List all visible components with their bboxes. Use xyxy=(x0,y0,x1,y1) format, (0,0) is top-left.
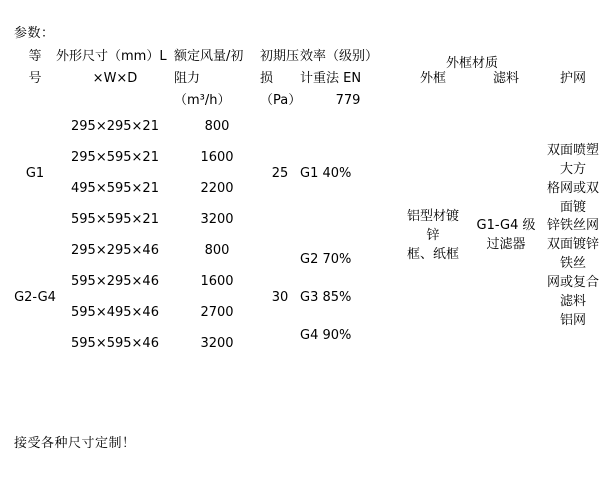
header-pressure-line1: 初期压 xyxy=(260,49,300,64)
guard-material-line-3: 格网或双 xyxy=(546,180,599,196)
header-grade-line2: 号 xyxy=(28,71,42,87)
table-row xyxy=(14,112,604,143)
header-spacer-7 xyxy=(470,90,542,112)
header-flow-line1: 额定风量/初 xyxy=(174,49,244,64)
guard-material-line-4: 面镀 xyxy=(559,199,586,215)
guard-material-line-8: 网或复合 xyxy=(546,274,599,290)
header-efficiency-line2: 计重法 EN xyxy=(300,71,362,87)
flow-value: 3200 xyxy=(200,336,234,352)
frame-material-line-3: 框、纸框 xyxy=(406,246,459,262)
material-group-header: 外框材质 xyxy=(446,56,499,71)
size-value: 595×295×46 xyxy=(71,274,159,290)
table-header-row-2 xyxy=(14,68,604,90)
table-header-row-1 xyxy=(14,46,604,68)
table-header-row-3 xyxy=(14,90,604,112)
header-size-line1: 外形尺寸（mm）L xyxy=(56,49,167,64)
frame-material-line-2: 锌 xyxy=(426,227,440,243)
guard-material-line-1: 双面喷塑 xyxy=(546,143,599,159)
flow-value: 800 xyxy=(204,119,230,135)
header-pressure-line2: 损 xyxy=(260,71,274,87)
guard-material xyxy=(542,112,604,360)
efficiency-line-g2: G2 70% xyxy=(300,252,352,268)
media-material-line-1: G1-G4 级 xyxy=(476,218,536,234)
header-efficiency-line3: 779 xyxy=(335,93,361,109)
flow-value: 3200 xyxy=(200,212,234,228)
media-material xyxy=(470,112,542,360)
efficiency-g1: G1 40% xyxy=(300,165,352,181)
flow-value: 2200 xyxy=(200,181,234,197)
header-spacer-1 xyxy=(396,46,470,68)
efficiency-line-g4: G4 90% xyxy=(300,327,352,343)
size-value: 295×295×21 xyxy=(71,119,159,135)
flow-value: 800 xyxy=(204,243,230,259)
header-spacer-4 xyxy=(14,90,56,112)
header-guard: 护网 xyxy=(559,71,586,87)
flow-value: 1600 xyxy=(200,274,234,290)
header-flow-line2: 阻力 xyxy=(174,71,201,87)
header-spacer-3 xyxy=(542,46,604,68)
grade-g1: G1 xyxy=(25,165,45,181)
header-pressure-line3: （Pa） xyxy=(260,93,302,109)
guard-material-line-5: 锌铁丝网 xyxy=(546,218,599,234)
header-spacer-5 xyxy=(56,90,174,112)
outro-text: 接受各种尺寸定制！ xyxy=(14,436,136,451)
header-spacer-8 xyxy=(542,90,604,112)
pressure-g2-g4: 30 xyxy=(271,289,289,305)
header-efficiency-line1: 效率（级别） xyxy=(300,49,379,64)
guard-material-line-7: 铁丝 xyxy=(559,256,586,272)
size-value: 295×595×21 xyxy=(71,150,159,166)
efficiency-line-g3: G3 85% xyxy=(300,289,352,305)
intro-text: 参数： xyxy=(14,26,55,41)
grade-g2-g4-label: G2-G4 xyxy=(14,289,56,305)
size-value: 595×495×46 xyxy=(71,305,159,321)
size-value: 495×595×21 xyxy=(71,181,159,197)
pressure-g1: 25 xyxy=(271,165,289,181)
header-grade-line1: 等 xyxy=(28,49,42,64)
guard-material-line-10: 铝网 xyxy=(559,312,586,328)
flow-value: 2700 xyxy=(200,305,234,321)
guard-material-line-6: 双面镀锌 xyxy=(546,237,599,253)
media-material-line-2: 过滤器 xyxy=(486,237,526,253)
header-media: 滤料 xyxy=(492,71,519,87)
flow-value: 1600 xyxy=(200,150,234,166)
frame-material-line-1: 铝型材镀 xyxy=(406,209,459,225)
frame-material xyxy=(396,112,470,360)
guard-material-line-9: 滤料 xyxy=(559,293,586,309)
grade-g2-g4 xyxy=(14,236,56,360)
size-value: 295×295×46 xyxy=(71,243,159,259)
header-spacer-2 xyxy=(470,46,542,68)
specification-table xyxy=(14,46,604,360)
header-size-line2: ×W×D xyxy=(92,71,138,87)
header-flow-line3: （m³/h） xyxy=(174,93,231,109)
header-frame: 外框 xyxy=(419,71,446,87)
size-value: 595×595×46 xyxy=(71,336,159,352)
guard-material-line-2: 大方 xyxy=(559,161,586,177)
efficiency-g2-g4 xyxy=(300,236,396,360)
size-value: 595×595×21 xyxy=(71,212,159,228)
header-spacer-6 xyxy=(396,90,470,112)
